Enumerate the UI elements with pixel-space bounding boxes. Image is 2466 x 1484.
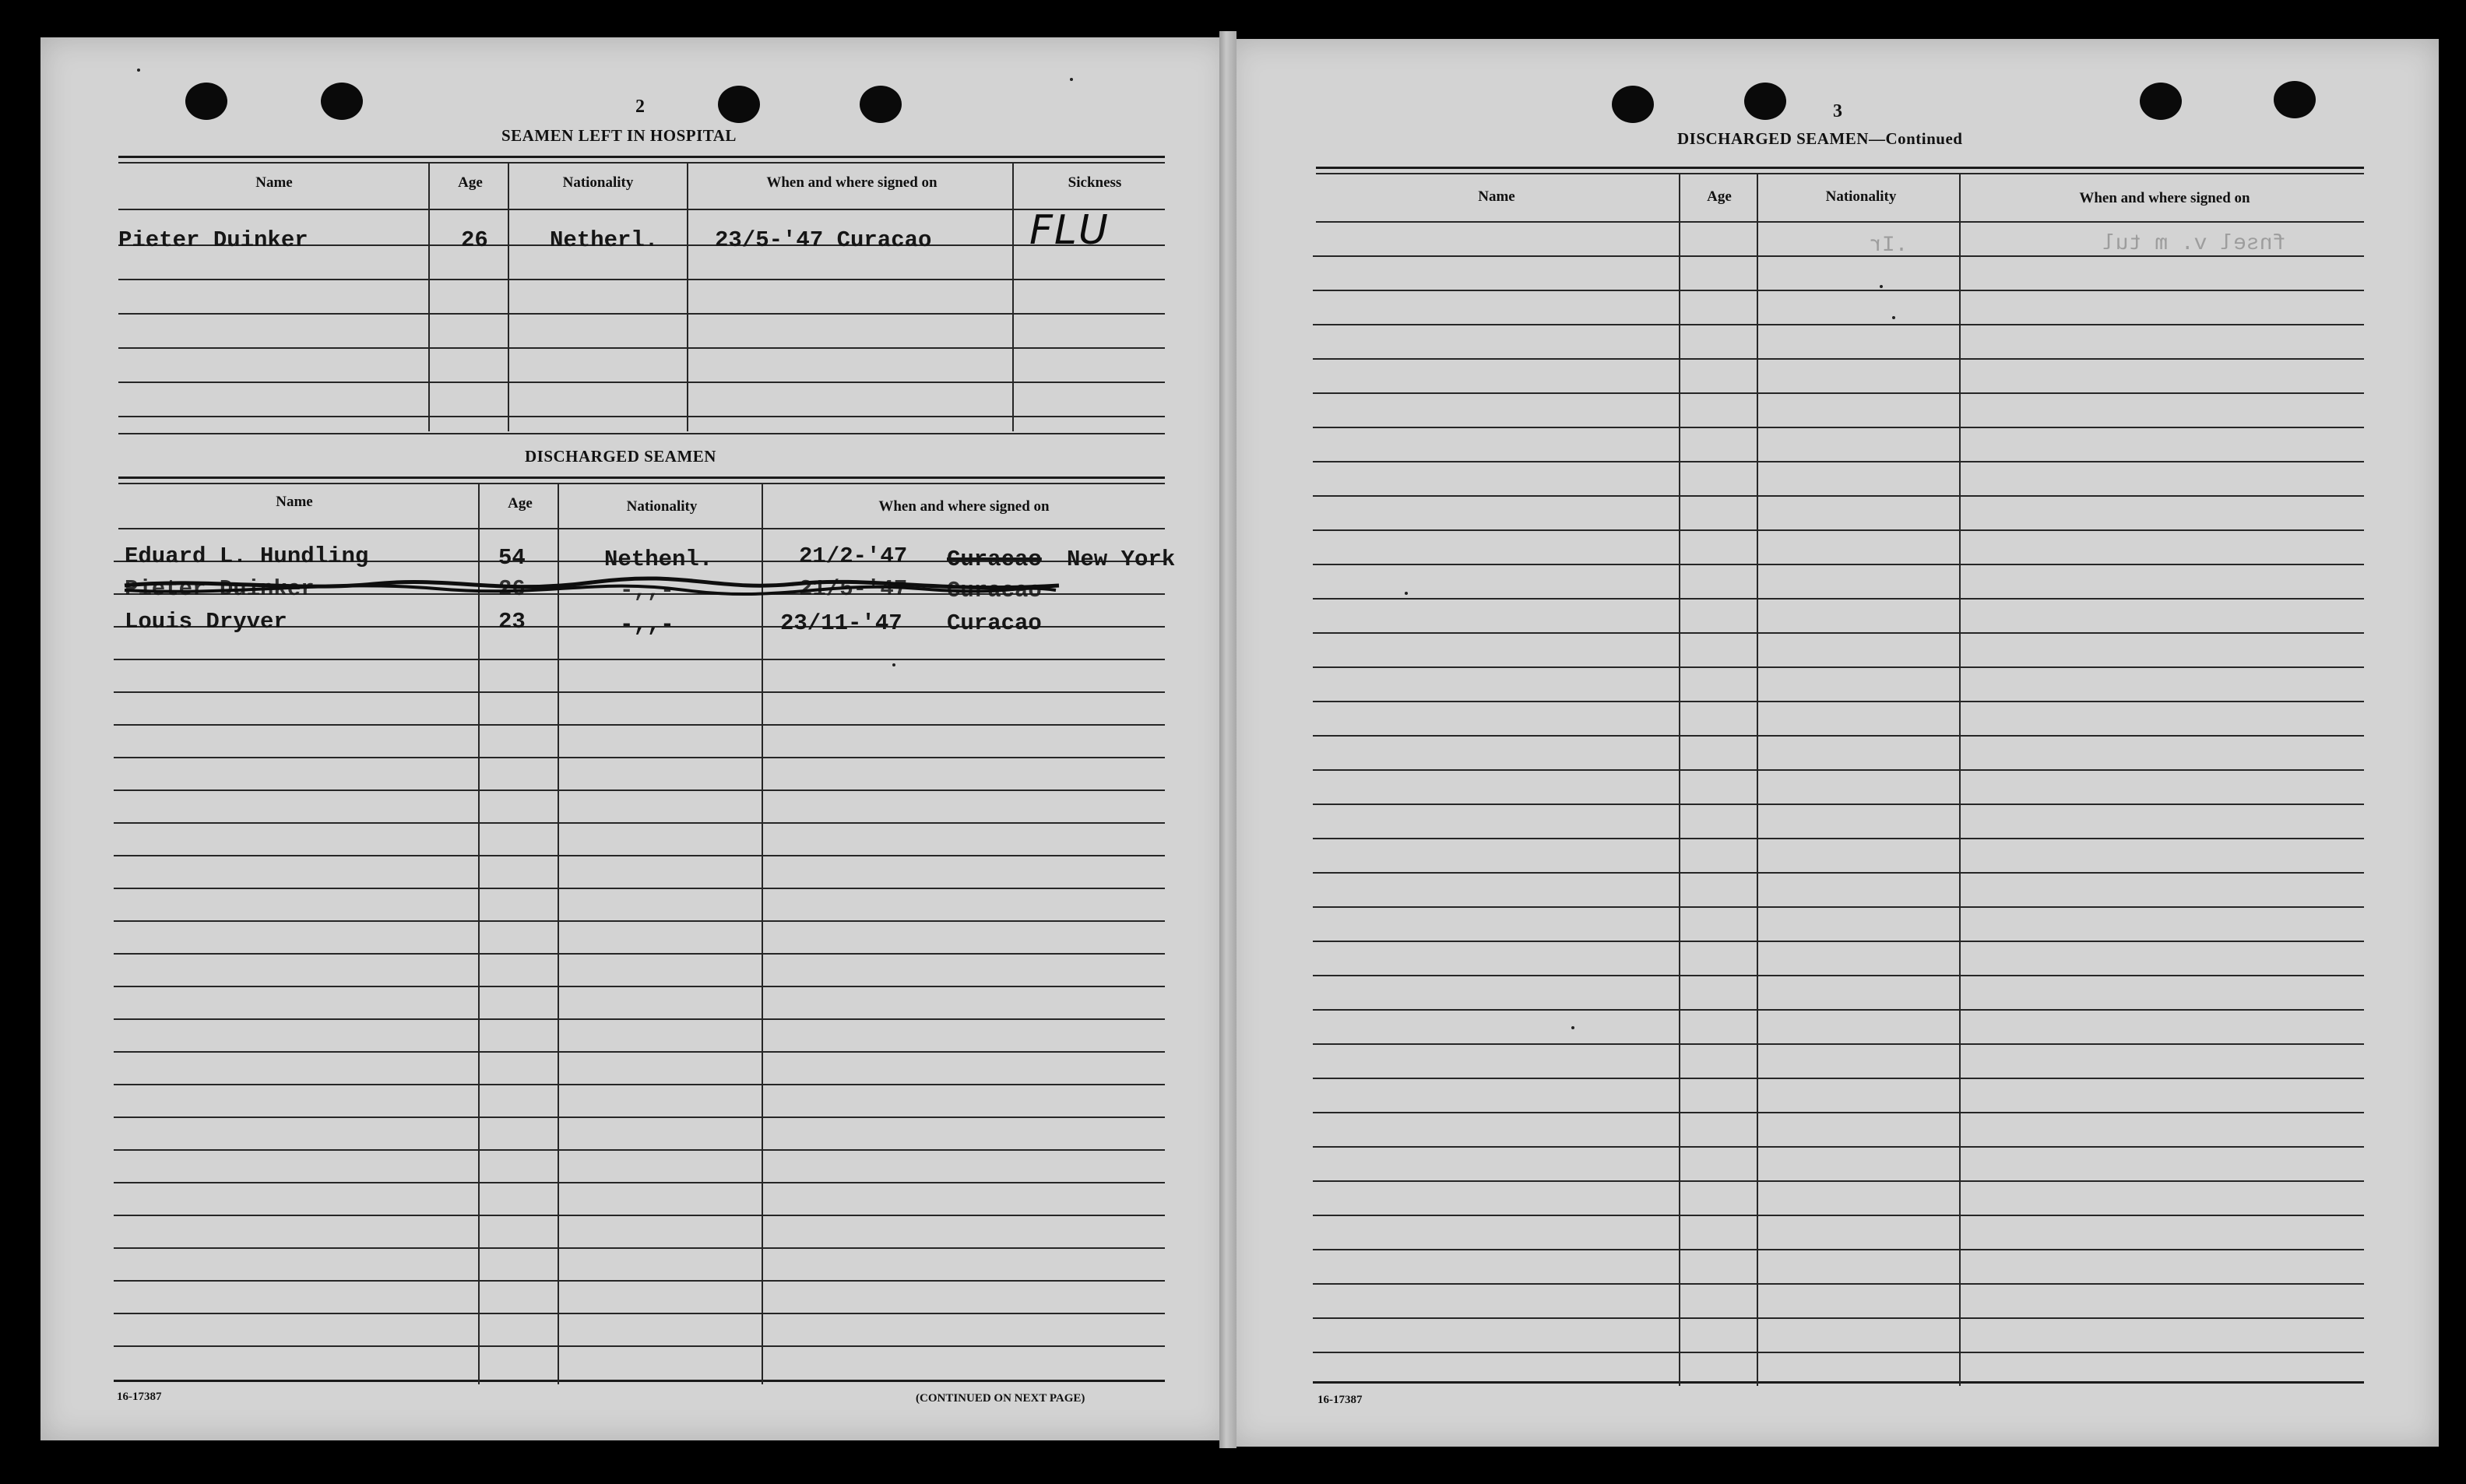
table-rule <box>118 483 1165 484</box>
row-rule <box>1313 495 2364 497</box>
row-rule <box>114 1051 1165 1053</box>
binding-spine <box>1219 31 1237 1448</box>
column-header: Name <box>276 494 313 510</box>
row-rule <box>1313 1146 2364 1148</box>
punch-hole <box>185 83 227 120</box>
column-header: Age <box>1707 188 1732 205</box>
column-header: Sickness <box>1068 174 1122 191</box>
row-rule <box>114 1215 1165 1216</box>
discharged-section-title: DISCHARGED SEAMEN <box>525 447 716 466</box>
column-rule <box>1757 174 1758 1386</box>
row-rule <box>114 953 1165 955</box>
row-rule <box>1313 666 2364 668</box>
row-rule <box>1313 1317 2364 1319</box>
row-rule <box>1313 1112 2364 1113</box>
row-rule <box>114 855 1165 856</box>
row-rule <box>118 382 1165 383</box>
row-rule <box>1313 1180 2364 1182</box>
discharged-nationality-cell: Nethenl. <box>604 547 713 572</box>
ink-speck <box>1571 1026 1574 1029</box>
column-header: When and where signed on <box>766 174 938 191</box>
row-rule <box>1313 461 2364 462</box>
discharged-nationality-cell: -,,- <box>620 612 674 638</box>
row-rule <box>1313 906 2364 908</box>
page-number-right: 3 <box>1833 101 1842 121</box>
row-rule <box>118 209 1165 210</box>
row-rule <box>114 1117 1165 1118</box>
row-rule <box>1313 290 2364 291</box>
column-header: Name <box>1478 188 1515 205</box>
table-rule <box>118 156 1165 158</box>
right-section-title: DISCHARGED SEAMEN—Continued <box>1677 129 1963 148</box>
row-rule <box>1313 1043 2364 1045</box>
punch-hole <box>860 86 902 123</box>
discharged-signed-on-cell-struck: 21/5-'47 <box>799 576 908 602</box>
column-header: When and where signed on <box>2079 190 2250 206</box>
row-rule <box>1313 1249 2364 1250</box>
row-rule <box>114 1182 1165 1183</box>
column-rule <box>558 484 559 1384</box>
discharged-signed-on-cell: 23/11-'47 <box>780 610 902 636</box>
row-rule <box>114 920 1165 922</box>
form-number-right: 16-17387 <box>1317 1394 1363 1406</box>
punch-hole <box>321 83 363 120</box>
column-header: Name <box>255 174 293 191</box>
discharged-name-cell: Louis Dryver <box>125 609 287 635</box>
ink-speck <box>1405 592 1408 595</box>
hospital-section-title: SEAMEN LEFT IN HOSPITAL <box>501 126 737 145</box>
row-rule <box>1313 769 2364 771</box>
discharged-place-cell: New York <box>1067 547 1176 572</box>
hospital-name-cell: Pieter Duinker <box>118 227 308 253</box>
row-rule <box>1313 358 2364 360</box>
row-rule <box>114 724 1165 726</box>
discharged-place-cell: Curacao <box>947 610 1042 636</box>
row-rule <box>1313 1078 2364 1079</box>
row-rule <box>114 1280 1165 1282</box>
row-rule <box>1313 872 2364 874</box>
row-rule <box>114 1313 1165 1314</box>
row-rule <box>1313 838 2364 839</box>
column-rule <box>762 484 763 1384</box>
row-rule <box>1313 804 2364 805</box>
row-rule <box>114 1345 1165 1347</box>
discharged-age-cell: 54 <box>498 545 526 571</box>
column-rule <box>1679 174 1680 1386</box>
row-rule <box>1313 324 2364 325</box>
row-rule <box>118 279 1165 280</box>
ink-speck <box>1892 316 1895 319</box>
hospital-age-cell: 26 <box>461 227 488 253</box>
bleed-through-text: .Ir <box>1869 234 1908 258</box>
row-rule <box>1313 1283 2364 1285</box>
row-rule <box>114 1084 1165 1085</box>
column-rule <box>1012 164 1014 431</box>
row-rule <box>114 1149 1165 1151</box>
ink-speck <box>892 663 895 666</box>
column-header: Nationality <box>626 498 698 515</box>
row-rule <box>114 1018 1165 1020</box>
row-rule <box>1313 392 2364 394</box>
ink-speck <box>1880 285 1883 288</box>
row-rule <box>114 789 1165 791</box>
row-rule <box>118 528 1165 529</box>
row-rule <box>1313 1009 2364 1011</box>
hospital-signed-on-cell: 23/5-'47 Curacao <box>715 227 932 253</box>
row-rule <box>1316 221 2364 223</box>
continued-note: (CONTINUED ON NEXT PAGE) <box>916 1392 1085 1405</box>
punch-hole <box>2274 81 2316 118</box>
row-rule <box>1313 941 2364 942</box>
column-rule <box>508 164 509 431</box>
discharged-place-cell-struck: Curacao <box>947 578 1042 603</box>
discharged-place-struck-cell: Curacao <box>947 547 1042 572</box>
column-rule <box>687 164 688 431</box>
row-rule <box>1313 564 2364 565</box>
row-rule <box>1313 735 2364 737</box>
bleed-through-text: fnsel v. m tul <box>2102 232 2286 256</box>
row-rule <box>118 313 1165 315</box>
discharged-age-cell-struck: 26 <box>498 576 526 602</box>
row-rule <box>118 347 1165 349</box>
row-rule <box>1313 598 2364 600</box>
page-number-left: 2 <box>635 97 645 117</box>
row-rule <box>1313 701 2364 702</box>
punch-hole <box>718 86 760 123</box>
table-rule <box>1316 173 2364 174</box>
row-rule <box>114 822 1165 824</box>
column-rule <box>1959 174 1961 1386</box>
row-rule <box>1313 632 2364 634</box>
ink-speck <box>137 69 140 72</box>
punch-hole <box>2140 83 2182 120</box>
row-rule <box>1313 1381 2364 1384</box>
row-rule <box>1313 529 2364 531</box>
column-header: Nationality <box>562 174 634 191</box>
hospital-nationality-cell: Netherl. <box>550 227 659 253</box>
column-header: When and where signed on <box>878 498 1050 515</box>
discharged-age-cell: 23 <box>498 609 526 635</box>
discharged-name-cell-struck: Pieter Duinker <box>125 576 315 602</box>
row-rule <box>114 1247 1165 1249</box>
strike-through-line <box>0 573 1075 604</box>
discharged-signed-on-cell: 21/2-'47 <box>799 543 908 569</box>
punch-hole <box>1744 83 1786 120</box>
column-header: Age <box>458 174 483 191</box>
row-rule <box>114 986 1165 987</box>
discharged-nationality-cell-struck: -,,- <box>620 578 674 603</box>
row-rule <box>1313 975 2364 976</box>
hospital-sickness-handwritten: FLU <box>1029 207 1110 254</box>
row-rule <box>1313 1215 2364 1216</box>
table-rule <box>118 162 1165 164</box>
row-rule <box>114 757 1165 758</box>
row-rule <box>1313 1352 2364 1353</box>
punch-hole <box>1612 86 1654 123</box>
row-rule <box>114 888 1165 889</box>
table-rule <box>1316 167 2364 169</box>
column-rule <box>478 484 480 1384</box>
discharged-name-cell: Eduard L. Hundling <box>125 543 369 569</box>
row-rule <box>114 691 1165 693</box>
form-number-left: 16-17387 <box>117 1391 162 1403</box>
row-rule <box>114 659 1165 660</box>
column-header: Age <box>508 495 533 512</box>
row-rule <box>1313 427 2364 428</box>
ink-speck <box>1070 78 1073 81</box>
row-rule <box>114 1380 1165 1382</box>
row-rule <box>118 416 1165 417</box>
column-rule <box>428 164 430 431</box>
table-rule <box>118 476 1165 479</box>
row-rule <box>118 433 1165 434</box>
column-header: Nationality <box>1825 188 1897 205</box>
